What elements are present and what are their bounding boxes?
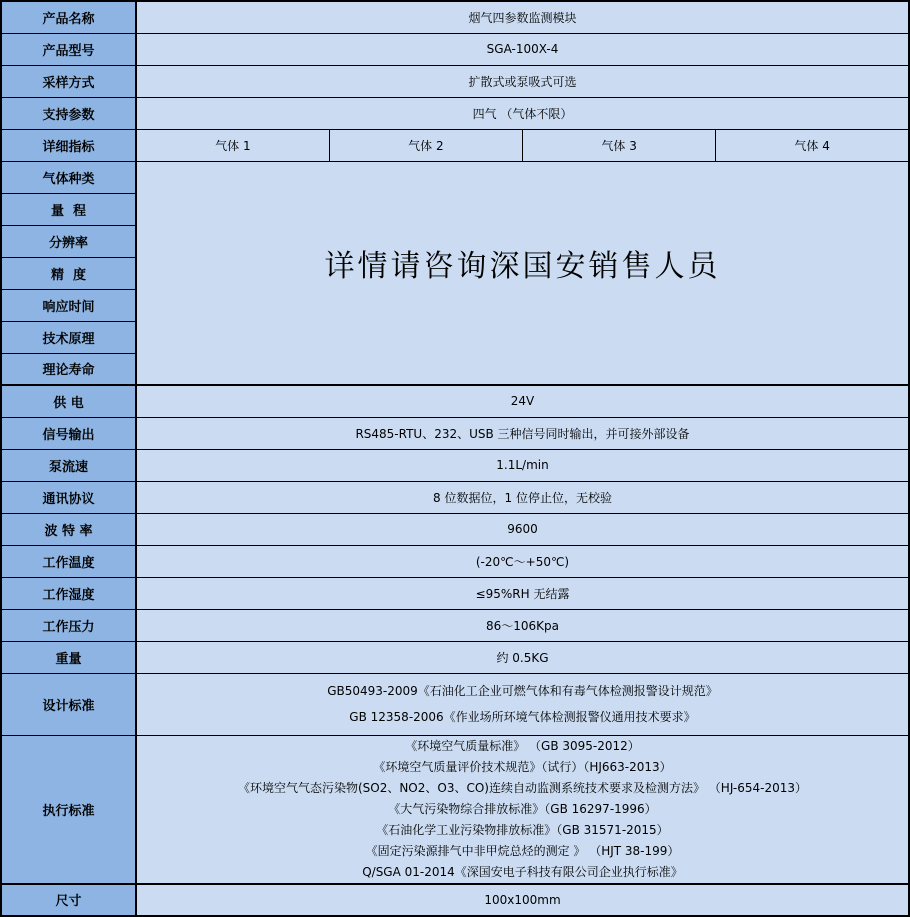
table-row [1,577,909,609]
row-label-sampling-method: 采样方式 [1,65,136,97]
gas-column-header-2: 气体 2 [329,129,522,161]
row-label-response-time: 响应时间 [1,289,136,321]
table-row [1,33,909,65]
row-label-supported-params: 支持参数 [1,97,136,129]
table-row [1,449,909,481]
row-value-working-humidity: ≤95%RH 无结露 [136,577,909,609]
row-value-weight: 约 0.5KG [136,641,909,673]
row-value-product-model: SGA-100X-4 [136,33,909,65]
exec-standard-line: 《石油化学工业污染物排放标准》（GB 31571-2015） [376,822,669,837]
row-label-baud-rate: 波 特 率 [1,513,136,545]
row-label-comm-protocol: 通讯协议 [1,481,136,513]
row-value-product-name: 烟气四参数监测模块 [136,1,909,33]
table-row [1,417,909,449]
row-label-weight: 重量 [1,641,136,673]
row-value-working-temp: (-20℃～+50℃) [136,545,909,577]
row-label-product-model: 产品型号 [1,33,136,65]
row-label-resolution: 分辨率 [1,225,136,257]
exec-standard-line: 《固定污染源排气中非甲烷总烃的测定 》 （HJT 38-199） [365,843,680,858]
row-value-size: 100x100mm [136,884,909,916]
row-label-accuracy: 精 度 [1,257,136,289]
gas-column-header-3: 气体 3 [523,129,716,161]
table-row [1,385,909,417]
row-label-working-pressure: 工作压力 [1,609,136,641]
row-label-working-humidity: 工作湿度 [1,577,136,609]
row-value-sampling-method: 扩散式或泵吸式可选 [136,65,909,97]
detail-notice-cell [136,161,909,385]
row-value-design-standard [136,673,909,735]
row-label-exec-standard: 执行标准 [1,735,136,884]
row-label-working-temp: 工作温度 [1,545,136,577]
table-row [1,641,909,673]
exec-standard-line: 《大气污染物综合排放标准》（GB 16297-1996） [388,801,657,816]
design-standard-line: GB 12358-2006《作业场所环境气体检测报警仪通用技术要求》 [349,710,696,724]
exec-standard-line: Q/SGA 01-2014《深国安电子科技有限公司企业执行标准》 [362,864,683,879]
gas-column-header-1: 气体 1 [136,129,329,161]
row-value-comm-protocol: 8 位数据位，1 位停止位，无校验 [136,481,909,513]
row-label-size: 尺寸 [1,884,136,916]
exec-standard-line: 《环境空气气态污染物(SO2、NO2、O3、CO)连续自动监测系统技术要求及检测方法》 （HJ-654-2013） [237,780,808,795]
row-value-pump-flow: 1.1L/min [136,449,909,481]
table-row [1,65,909,97]
detail-header-row [1,129,909,161]
row-label-tech-principle: 技术原理 [1,321,136,353]
row-label-pump-flow: 泵流速 [1,449,136,481]
row-label-design-standard: 设计标准 [1,673,136,735]
row-value-supported-params: 四气 （气体不限） [136,97,909,129]
row-value-baud-rate: 9600 [136,513,909,545]
table-row [1,97,909,129]
table-row [1,161,909,193]
gas-column-header-4: 气体 4 [716,129,909,161]
row-label-product-name: 产品名称 [1,1,136,33]
design-standard-row [1,673,909,735]
row-label-detail-index: 详细指标 [1,129,136,161]
exec-standard-row [1,735,909,884]
row-value-signal-output: RS485-RTU、232、USB 三种信号同时输出，并可接外部设备 [136,417,909,449]
table-row [1,513,909,545]
row-label-gas-type: 气体种类 [1,161,136,193]
row-label-power-supply: 供 电 [1,385,136,417]
table-row [1,481,909,513]
row-value-exec-standard [136,735,909,884]
exec-standard-line: 《环境空气质量标准》 （GB 3095-2012） [405,738,640,753]
design-standard-line: GB50493-2009《石油化工企业可燃气体和有毒气体检测报警设计规范》 [327,684,718,698]
sales-notice-text: 详情请咨询深国安销售人员 [324,248,721,284]
table-row [1,545,909,577]
table-row [1,609,909,641]
row-label-range: 量 程 [1,193,136,225]
row-value-power-supply: 24V [136,385,909,417]
row-label-theoretical-life: 理论寿命 [1,353,136,385]
exec-standard-line: 《环境空气质量评价技术规范》（试行）（HJ663-2013） [373,759,672,774]
row-label-signal-output: 信号输出 [1,417,136,449]
table-row [1,1,909,33]
row-value-working-pressure: 86～106Kpa [136,609,909,641]
